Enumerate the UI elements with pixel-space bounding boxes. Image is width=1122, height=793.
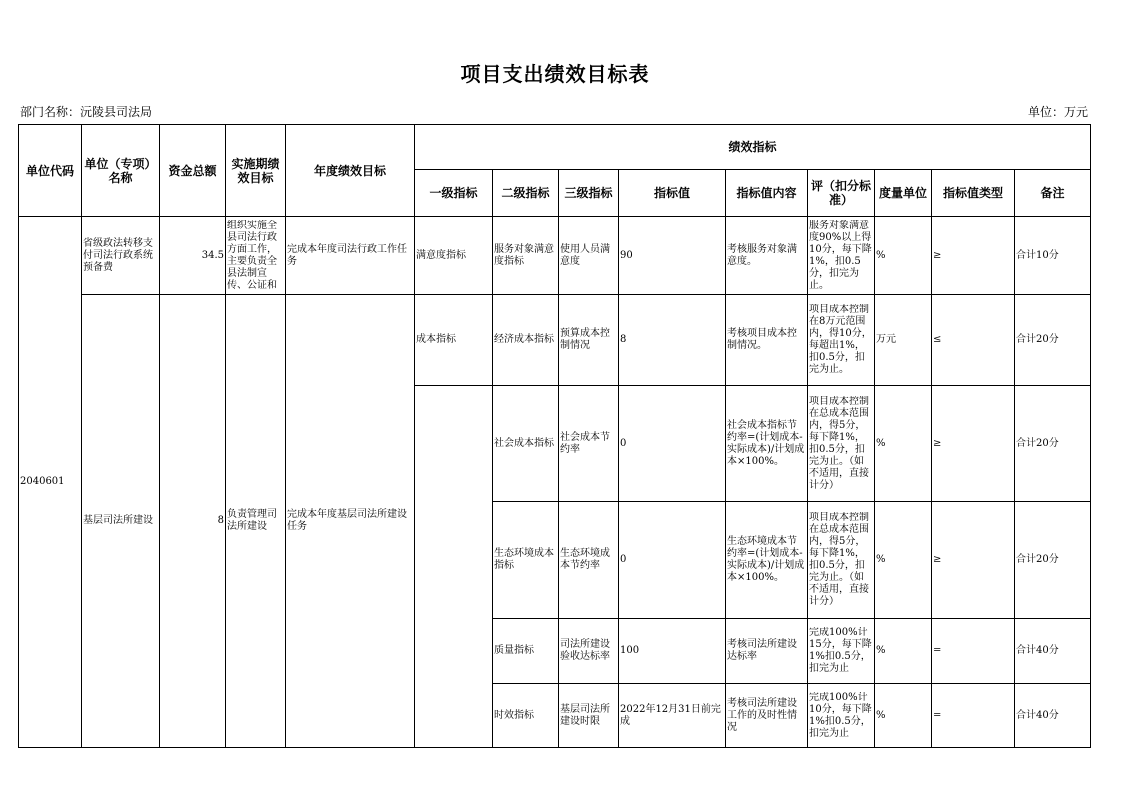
header-remark: 备注 (1015, 170, 1091, 217)
table-row (19, 217, 1091, 295)
level2-cell: 质量指标 (493, 619, 559, 684)
header-unit-name: 单位（专项）名称 (82, 125, 160, 217)
level3-cell: 基层司法所建设时限 (559, 684, 619, 748)
type-cell: ≤ (932, 295, 1015, 386)
impl-goal: 负责管理司法所建设 (226, 295, 286, 748)
remark-cell: 合计20分 (1015, 386, 1091, 502)
value-cell: 0 (619, 502, 726, 619)
project-name: 基层司法所建设 (82, 295, 160, 748)
value-cell: 100 (619, 619, 726, 684)
remark-cell: 合计20分 (1015, 502, 1091, 619)
type-cell: = (932, 684, 1015, 748)
header-fund-total: 资金总额 (160, 125, 226, 217)
scoring-cell: 服务对象满意度90%以上得10分，每下降1%，扣0.5分，扣完为止。 (809, 219, 872, 291)
fund-amount: 8 (160, 295, 226, 748)
scoring-cell: 完成100%计10分，每下降1%扣0.5分，扣完为止 (809, 691, 872, 739)
level2-cell: 生态环境成本指标 (493, 502, 559, 619)
value-cell: 2022年12月31日前完成 (619, 684, 726, 748)
scoring-cell: 项目成本控制在8万元范围内，得10分，每超出1%，扣0.5分，扣完为止。 (809, 304, 872, 375)
content-cell: 社会成本指标节约率=(计划成本-实际成本)/计划成本×100%。 (726, 386, 808, 502)
remark-cell: 合计20分 (1015, 295, 1091, 386)
impl-goal: 组织实施全县司法行政方面工作，主要负责全县法制宣传、公证和 (227, 219, 277, 291)
level3-cell: 使用人员满意度 (559, 217, 619, 295)
level3-cell: 司法所建设验收达标率 (559, 619, 619, 684)
value-cell: 0 (619, 386, 726, 502)
header-perf-indicator: 绩效指标 (415, 125, 1091, 170)
performance-table (18, 124, 1091, 748)
type-cell: ≥ (932, 386, 1015, 502)
type-cell: = (932, 619, 1015, 684)
content-cell: 考核司法所建设工作的及时性情况 (726, 684, 808, 748)
header-level2: 二级指标 (493, 170, 559, 217)
fund-amount: 34.5 (160, 217, 226, 295)
content-cell: 考核司法所建设达标率 (726, 619, 808, 684)
content-cell: 考核服务对象满意度。 (726, 217, 808, 295)
level1-cell: 满意度指标 (415, 217, 493, 295)
unit-code-cell: 2040601 (19, 217, 82, 748)
value-cell: 90 (619, 217, 726, 295)
header-level3: 三级指标 (559, 170, 619, 217)
type-cell: ≥ (932, 217, 1015, 295)
project-name: 省级政法转移支付司法行政系统预备费 (82, 217, 160, 295)
header-indicator-value: 指标值 (619, 170, 726, 217)
level2-cell: 服务对象满意度指标 (493, 217, 559, 295)
unit-cell: % (875, 386, 932, 502)
remark-cell: 合计40分 (1015, 619, 1091, 684)
content-cell: 考核项目成本控制情况。 (726, 295, 808, 386)
header-value-type: 指标值类型 (932, 170, 1015, 217)
department-name: 部门名称：沅陵县司法局 (20, 105, 153, 119)
table-row (19, 295, 1091, 386)
unit-cell: % (875, 502, 932, 619)
header-annual-goal: 年度绩效目标 (286, 125, 415, 217)
header-scoring: 评（扣分标准） (808, 170, 875, 217)
annual-goal: 完成本年度基层司法所建设任务 (286, 295, 415, 748)
unit-cell: % (875, 684, 932, 748)
level2-cell: 时效指标 (493, 684, 559, 748)
header-level1: 一级指标 (415, 170, 493, 217)
remark-cell: 合计10分 (1015, 217, 1091, 295)
scoring-cell: 项目成本控制在总成本范围内，得5分，每下降1%，扣0.5分，扣完为止。（如不适用，直接计分） (809, 395, 869, 491)
level3-cell: 预算成本控制情况 (559, 295, 619, 386)
type-cell: ≥ (932, 502, 1015, 619)
level2-cell: 经济成本指标 (493, 295, 559, 386)
unit-cell: % (875, 619, 932, 684)
scoring-cell: 完成100%计15分，每下降1%扣0.5分，扣完为止 (809, 627, 872, 674)
level3-cell: 社会成本节约率 (559, 386, 619, 502)
level2-cell: 社会成本指标 (493, 386, 559, 502)
level3-cell: 生态环境成本节约率 (559, 502, 619, 619)
header-unit-code: 单位代码 (19, 125, 82, 217)
header-measure-unit: 度量单位 (875, 170, 932, 217)
currency-unit: 单位：万元 (1027, 105, 1088, 119)
value-cell: 8 (619, 295, 726, 386)
content-cell: 生态环境成本节约率=(计划成本-实际成本)/计划成本×100%。 (726, 502, 808, 619)
annual-goal: 完成本年度司法行政工作任务 (286, 217, 415, 295)
scoring-cell: 项目成本控制在总成本范围内，得5分，每下降1%，扣0.5分，扣完为止。（如不适用，直接计分） (809, 512, 869, 607)
unit-cell: % (875, 217, 932, 295)
unit-cell: 万元 (875, 295, 932, 386)
remark-cell: 合计40分 (1015, 684, 1091, 748)
page-title: 项目支出绩效目标表 (460, 62, 650, 86)
header-impl-goal: 实施期绩效目标 (226, 125, 286, 217)
header-indicator-content: 指标值内容 (726, 170, 808, 217)
level1-cell (415, 386, 493, 748)
level1-cell: 成本指标 (415, 295, 493, 386)
